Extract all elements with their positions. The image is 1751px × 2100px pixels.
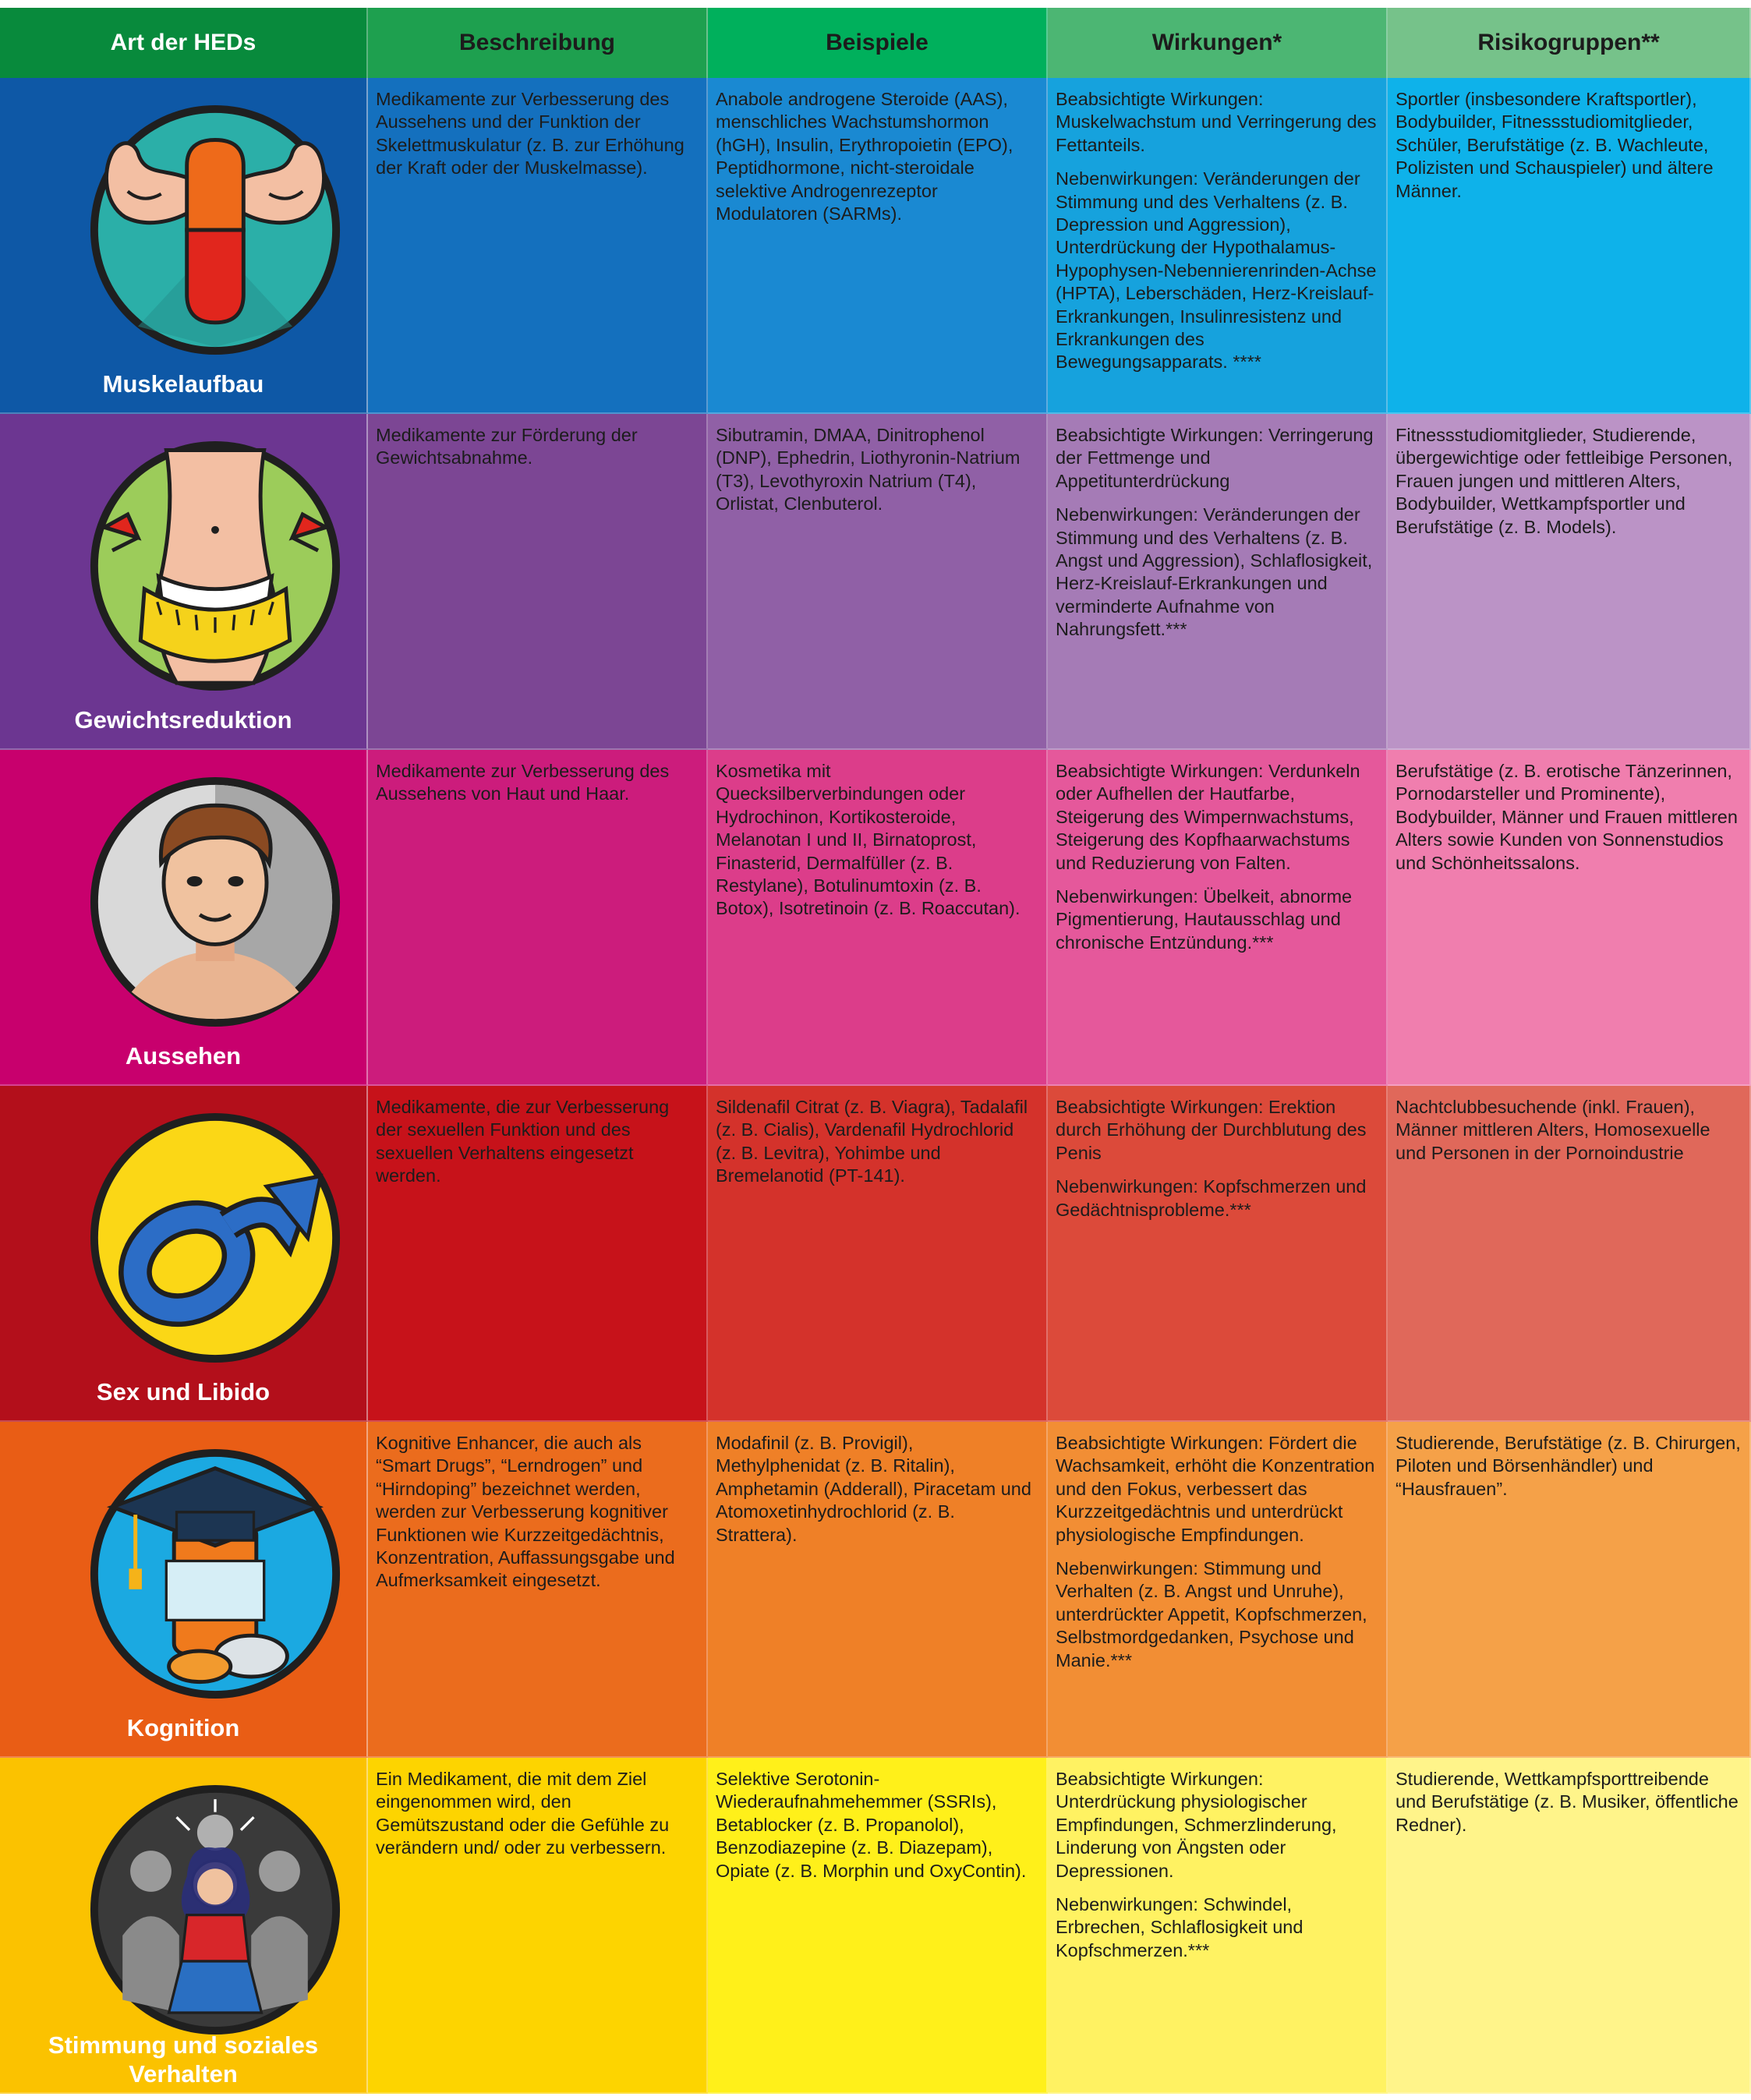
muscle-capsule-icon — [87, 101, 344, 359]
male-symbol-icon — [87, 1109, 344, 1366]
category-label: Gewichtsreduktion — [74, 706, 292, 734]
effects-cell: Beabsichtigte Wirkungen: Verdunkeln oder Aufhellen der Hautfarbe, Steigerung des Wimpernwachstums, Steigerung des Kopfhaarwachstums und Reduzierung von Falten. Nebenwirkungen: Übelkeit, abnorme Pigmentierung, Hautausschlag und chronische Entzündung.*** — [1048, 750, 1388, 1086]
category-label: Kognition — [126, 1714, 240, 1741]
header-beschreibung: Beschreibung — [368, 8, 708, 78]
examples-cell: Sildenafil Citrat (z. B. Viagra), Tadalafil (z. B. Cialis), Vardenafil Hydrochlorid (z. B. Levitra), Yohimbe und Bremelanotid (PT-141). — [708, 1086, 1048, 1422]
examples-cell: Kosmetika mit Quecksilberverbindungen oder Hydrochinon, Kortikosteroide, Melanotan I und II, Birnatoprost, Finasterid, Dermalfüller (z. B. Restylane), Botulinumtoxin (z. B. Botox), Isotretinoin (z. B. Roaccutan). — [708, 750, 1048, 1086]
header-risikogruppen: Risikogruppen** — [1388, 8, 1751, 78]
category-cell-sex-libido — [0, 1086, 368, 1422]
category-cell-stimmung — [0, 1758, 368, 2094]
hed-table — [0, 8, 1751, 2100]
description-cell: Medikamente zur Verbesserung des Aussehens und der Funktion der Skelettmuskulatur (z. B. zur Erhöhung der Kraft oder der Muskelmasse). — [368, 78, 708, 414]
category-label: Aussehen — [125, 1042, 242, 1069]
header-art: Art der HEDs — [0, 8, 368, 78]
category-label: Sex und Libido — [96, 1378, 271, 1405]
risk-groups-cell: Sportler (insbesondere Kraftsportler), Bodybuilder, Fitnessstudiomitglieder, Schüler, Berufstätige (z. B. Wachleute, Polizisten und Schauspieler) und ältere Männer. — [1388, 78, 1751, 414]
examples-cell: Selektive Serotonin-Wiederaufnahmehemmer (SSRIs), Betablocker (z. B. Propanolol), Benzodiazepine (z. B. Diazepam), Opiate (z. B. Morphin und OxyContin). — [708, 1758, 1048, 2094]
category-cell-muskelaufbau — [0, 78, 368, 414]
effects-cell: Beabsichtigte Wirkungen: Unterdrückung physiologischer Empfindungen, Schmerzlinderung, Linderung von Ängsten oder Depressionen. Nebenwirkungen: Schwindel, Erbrechen, Schlaflosigkeit und Kopfschmerzen.*** — [1048, 1758, 1388, 2094]
description-cell: Medikamente zur Verbesserung des Aussehens von Haut und Haar. — [368, 750, 708, 1086]
waist-measuring-tape-icon — [87, 437, 344, 695]
social-crowd-icon — [87, 1781, 344, 2038]
graduation-pill-bottle-icon — [87, 1445, 344, 1702]
risk-groups-cell: Studierende, Wettkampfsporttreibende und Berufstätige (z. B. Musiker, öffentliche Redner). — [1388, 1758, 1751, 2094]
category-label: Stimmung und soziales Verhalten — [48, 2031, 319, 2088]
risk-groups-cell: Studierende, Berufstätige (z. B. Chirurgen, Piloten und Börsenhändler) und “Hausfrauen”. — [1388, 1422, 1751, 1758]
description-cell: Ein Medikament, die mit dem Ziel eingenommen wird, den Gemütszustand oder die Gefühle zu verändern und/ oder zu verbessern. — [368, 1758, 708, 2094]
face-appearance-icon — [87, 773, 344, 1031]
description-cell: Medikamente, die zur Verbesserung der sexuellen Funktion und des sexuellen Verhaltens eingesetzt werden. — [368, 1086, 708, 1422]
effects-cell: Beabsichtigte Wirkungen: Fördert die Wachsamkeit, erhöht die Konzentration und den Fokus, verbessert das Kurzzeitgedächtnis und unterdrückt physiologische Empfindungen. Nebenwirkungen: Stimmung und Verhalten (z. B. Angst und Unruhe), unterdrückter Appetit, Kopfschmerzen, Selbstmordgedanken, Psychose und Manie.*** — [1048, 1422, 1388, 1758]
description-cell: Medikamente zur Förderung der Gewichtsabnahme. — [368, 414, 708, 750]
category-cell-gewichtsreduktion — [0, 414, 368, 750]
effects-cell: Beabsichtigte Wirkungen: Muskelwachstum und Verringerung des Fettanteils. Nebenwirkungen: Veränderungen der Stimmung und des Verhaltens (z. B. Depression und Aggression), Unterdrückung der Hypothalamus-Hypophysen-Nebennierenrinden-Achse (HPTA), Leberschäden, Herz-Kreislauf-Erkrankungen, Insulinresistenz und Erkrankungen des Bewegungsapparats. **** — [1048, 78, 1388, 414]
examples-cell: Anabole androgene Steroide (AAS), menschliches Wachstumshormon (hGH), Insulin, Erythropoietin (EPO), Peptidhormone, nicht-steroidale selektive Androgenrezeptor Modulatoren (SARMs). — [708, 78, 1048, 414]
examples-cell: Modafinil (z. B. Provigil), Methylphenidat (z. B. Ritalin), Amphetamin (Adderall), Piracetam und Atomoxetinhydrochlorid (z. B. Strattera). — [708, 1422, 1048, 1758]
category-label: Muskelaufbau — [102, 370, 264, 398]
category-cell-kognition — [0, 1422, 368, 1758]
category-cell-aussehen — [0, 750, 368, 1086]
risk-groups-cell: Berufstätige (z. B. erotische Tänzerinnen, Pornodarsteller und Prominente), Bodybuilder, Männer und Frauen mittleren Alters sowie Kunden von Sonnenstudios und Schönheitssalons. — [1388, 750, 1751, 1086]
risk-groups-cell: Fitnessstudiomitglieder, Studierende, übergewichtige oder fettleibige Personen, Frauen jungen und mittleren Alters, Bodybuilder, Wettkampfsportler und Berufstätige (z. B. Models). — [1388, 414, 1751, 750]
header-beispiele: Beispiele — [708, 8, 1048, 78]
risk-groups-cell: Nachtclubbesuchende (inkl. Frauen), Männer mittleren Alters, Homosexuelle und Personen in der Pornoindustrie — [1388, 1086, 1751, 1422]
header-wirkungen: Wirkungen* — [1048, 8, 1388, 78]
examples-cell: Sibutramin, DMAA, Dinitrophenol (DNP), Ephedrin, Liothyronin-Natrium (T3), Levothyroxin Natrium (T4), Orlistat, Clenbuterol. — [708, 414, 1048, 750]
effects-cell: Beabsichtigte Wirkungen: Verringerung der Fettmenge und Appetitunterdrückung Nebenwirkungen: Veränderungen der Stimmung und des Verhaltens (z. B. Angst und Aggression), Schlaflosigkeit, Herz-Kreislauf-Erkrankungen und verminderte Aufnahme von Nahrungsfett.*** — [1048, 414, 1388, 750]
description-cell: Kognitive Enhancer, die auch als “Smart Drugs”, “Lerndrogen” und “Hirndoping” bezeichnet werden, werden zur Verbesserung kognitiver Funktionen wie Kurzzeitgedächtnis, Konzentration, Auffassungsgabe und Aufmerksamkeit eingesetzt. — [368, 1422, 708, 1758]
effects-cell: Beabsichtigte Wirkungen: Erektion durch Erhöhung der Durchblutung des Penis Nebenwirkungen: Kopfschmerzen und Gedächtnisprobleme.*** — [1048, 1086, 1388, 1422]
